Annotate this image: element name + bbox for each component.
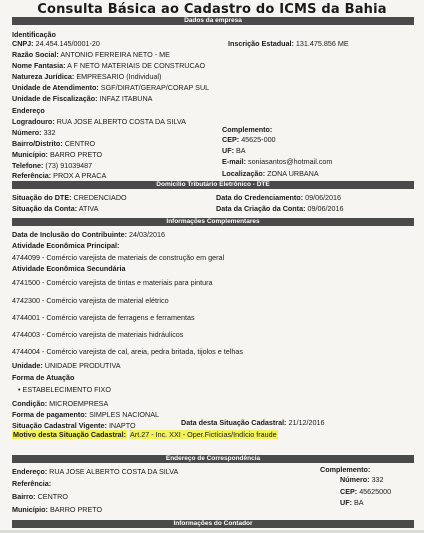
atendimento-row bbox=[12, 83, 209, 92]
fantasia-label: Nome Fantasia: bbox=[12, 61, 66, 70]
uf-row bbox=[222, 146, 246, 155]
condicao-row bbox=[12, 399, 108, 408]
ie-value: 131.475.856 ME bbox=[295, 39, 349, 48]
corr-municipio-label: Município: bbox=[12, 505, 48, 514]
bairro-label: Bairro/Distrito: bbox=[12, 139, 63, 148]
page-title: Consulta Básica ao Cadastro do ICMS da Bahia bbox=[37, 2, 387, 17]
corr-numero-value: 332 bbox=[371, 475, 384, 484]
email-label: E-mail: bbox=[222, 157, 246, 166]
numero-row bbox=[12, 128, 56, 137]
complemento-label: Complemento: bbox=[222, 125, 273, 134]
bairro-row bbox=[12, 139, 95, 148]
dte-conta-row bbox=[12, 204, 98, 213]
motivo-row bbox=[12, 430, 278, 439]
data-situacao-label: Data desta Situação Cadastral: bbox=[181, 418, 287, 427]
data-situacao-row bbox=[181, 418, 324, 427]
identificacao-heading: Identificação bbox=[12, 30, 56, 39]
atividade-secundaria-item: 4744004 - Comércio varejista de cal, areia, pedra britada, tijolos e telhas bbox=[12, 347, 243, 356]
corr-complemento-row bbox=[320, 465, 370, 474]
dte-data-conta-value: 09/06/2016 bbox=[307, 204, 344, 213]
bairro-value: CENTRO bbox=[64, 139, 96, 148]
condicao-label: Condição: bbox=[12, 399, 48, 408]
dte-situacao-value: CREDENCIADO bbox=[73, 193, 127, 202]
fantasia-row bbox=[12, 61, 205, 70]
section-bar-correspondencia: Endereço de Correspondência bbox=[12, 455, 414, 463]
municipio-row bbox=[12, 150, 102, 159]
cnpj-row bbox=[12, 39, 100, 48]
localizacao-label: Localização: bbox=[222, 169, 266, 178]
corr-uf-row bbox=[340, 498, 364, 507]
cep-label: CEP: bbox=[222, 135, 240, 144]
endereco-heading: Endereço bbox=[12, 106, 45, 115]
cep-row bbox=[222, 135, 276, 144]
ie-row bbox=[228, 39, 349, 48]
forma-atuacao-value: ESTABELECIMENTO FIXO bbox=[22, 385, 111, 394]
unidade-value: UNIDADE PRODUTIVA bbox=[44, 361, 121, 370]
municipio-label: Município: bbox=[12, 150, 48, 159]
dte-data-conta-row bbox=[216, 204, 343, 213]
situacao-vigente-value: INAPTO bbox=[108, 421, 136, 430]
localizacao-row bbox=[222, 169, 319, 178]
telefone-row bbox=[12, 161, 92, 170]
natureza-row bbox=[12, 72, 161, 81]
razao-row bbox=[12, 50, 170, 59]
atividade-secundaria-item: 4742300 - Comércio varejista de material elétrico bbox=[12, 296, 169, 305]
atividade-principal-value: 4744099 - Comércio varejista de materiais de construção em geral bbox=[12, 253, 225, 262]
uf-value: BA bbox=[235, 146, 246, 155]
bullet-icon: • bbox=[18, 385, 21, 394]
logradouro-label: Logradouro: bbox=[12, 117, 55, 126]
corr-numero-row bbox=[340, 475, 384, 484]
corr-cep-value: 45625000 bbox=[359, 487, 392, 496]
dte-data-conta-label: Data da Criação da Conta: bbox=[216, 204, 306, 213]
corr-bairro-value: CENTRO bbox=[37, 492, 68, 501]
telefone-label: Telefone: bbox=[12, 161, 44, 170]
pagamento-value: SIMPLES NACIONAL bbox=[89, 410, 159, 419]
corr-uf-value: BA bbox=[353, 498, 364, 507]
forma-atuacao-item bbox=[18, 385, 111, 394]
dte-data-cred-value: 09/06/2016 bbox=[305, 193, 342, 202]
atividade-secundaria-item: 4744003 - Comércio varejista de materiais hidráulicos bbox=[12, 330, 184, 339]
razao-value: ANTONIO FERREIRA NETO - ME bbox=[60, 50, 170, 59]
corr-municipio-row bbox=[12, 505, 102, 514]
dte-situacao-row bbox=[12, 193, 127, 202]
logradouro-value: RUA JOSE ALBERTO COSTA DA SILVA bbox=[56, 117, 186, 126]
natureza-label: Natureza Jurídica: bbox=[12, 72, 75, 81]
razao-label: Razão Social: bbox=[12, 50, 59, 59]
corr-endereco-label: Endereço: bbox=[12, 467, 48, 476]
inclusao-value: 24/03/2016 bbox=[129, 230, 165, 239]
corr-bairro-label: Bairro: bbox=[12, 492, 36, 501]
corr-municipio-value: BARRO PRETO bbox=[49, 505, 103, 514]
unidade-label: Unidade: bbox=[12, 361, 43, 370]
atendimento-label: Unidade de Atendimento: bbox=[12, 83, 99, 92]
atividade-secundaria-item: 4741500 - Comércio varejista de tintas e materiais para pintura bbox=[12, 278, 213, 287]
data-situacao-value: 21/12/2016 bbox=[288, 418, 325, 427]
pagamento-row bbox=[12, 410, 159, 419]
referencia-label: Referência: bbox=[12, 171, 52, 180]
corr-cep-label: CEP: bbox=[340, 487, 358, 496]
dte-data-cred-label: Data do Credenciamento: bbox=[216, 193, 304, 202]
fiscalizacao-value: INFAZ ITABUNA bbox=[99, 94, 153, 103]
atividade-secundaria-label: Atividade Econômica Secundária bbox=[12, 264, 126, 273]
corr-numero-label: Número: bbox=[340, 475, 370, 484]
email-value: soniasantos@hotmail.com bbox=[247, 157, 333, 166]
corr-complemento-label: Complemento: bbox=[320, 465, 371, 474]
fiscalizacao-row bbox=[12, 94, 152, 103]
cep-value: 45625-000 bbox=[241, 135, 276, 144]
municipio-value: BARRO PRETO bbox=[49, 150, 103, 159]
section-bar-contador: Informações do Contador bbox=[12, 520, 414, 528]
dte-data-cred-row bbox=[216, 193, 341, 202]
logradouro-row bbox=[12, 117, 186, 126]
uf-label: UF: bbox=[222, 146, 234, 155]
section-bar-complementares: Informações Complementares bbox=[12, 218, 414, 226]
cnpj-value: 24.454.145/0001-20 bbox=[35, 39, 100, 48]
corr-cep-row bbox=[340, 487, 391, 496]
unidade-row bbox=[12, 361, 121, 370]
inclusao-row bbox=[12, 230, 165, 239]
pagamento-label: Forma de pagamento: bbox=[12, 410, 88, 419]
natureza-value: EMPRESARIO (Individual) bbox=[76, 72, 162, 81]
dte-conta-label: Situação da Conta: bbox=[12, 204, 78, 213]
corr-uf-label: UF: bbox=[340, 498, 352, 507]
cnpj-label: CNPJ: bbox=[12, 39, 34, 48]
corr-referencia-row bbox=[12, 479, 51, 488]
section-bar-dte: Domicílio Tributário Eletrônico - DTE bbox=[12, 181, 414, 189]
condicao-value: MICROEMPRESA bbox=[49, 399, 109, 408]
complemento-row bbox=[222, 125, 272, 134]
fantasia-value: A F NETO MATERIAIS DE CONSTRUCAO bbox=[67, 61, 206, 70]
corr-bairro-row bbox=[12, 492, 68, 501]
corr-endereco-value: RUA JOSE ALBERTO COSTA DA SILVA bbox=[49, 467, 179, 476]
numero-value: 332 bbox=[43, 128, 56, 137]
telefone-value: (73) 91039487 bbox=[45, 161, 93, 170]
situacao-vigente-row bbox=[12, 421, 136, 430]
ie-label: Inscrição Estadual: bbox=[228, 39, 294, 48]
corr-endereco-row bbox=[12, 467, 178, 476]
section-bar-empresa: Dados da empresa bbox=[12, 17, 414, 25]
fiscalizacao-label: Unidade de Fiscalização: bbox=[12, 94, 98, 103]
localizacao-value: ZONA URBANA bbox=[267, 169, 319, 178]
atividade-secundaria-item: 4744001 - Comércio varejista de ferragens e ferramentas bbox=[12, 313, 195, 322]
situacao-vigente-label: Situação Cadastral Vigente: bbox=[12, 421, 107, 430]
motivo-label: Motivo desta Situação Cadastral: bbox=[13, 430, 127, 439]
numero-label: Número: bbox=[12, 128, 42, 137]
motivo-value: Art.27 - Inc. XXI - Oper.Fictícias/Indício fraude bbox=[130, 430, 277, 439]
forma-atuacao-label: Forma de Atuação bbox=[12, 373, 75, 382]
referencia-value: PROX A PRACA bbox=[53, 171, 107, 180]
corr-referencia-label: Referência: bbox=[12, 479, 52, 488]
dte-conta-value: ATIVA bbox=[78, 204, 99, 213]
inclusao-label: Data de Inclusão do Contribuinte: bbox=[12, 230, 128, 239]
email-row bbox=[222, 157, 332, 166]
atividade-principal-label: Atividade Econômica Principal: bbox=[12, 241, 120, 250]
referencia-row bbox=[12, 171, 106, 180]
dte-situacao-label: Situação do DTE: bbox=[12, 193, 72, 202]
atendimento-value: SGF/DIRAT/GERAP/CORAP SUL bbox=[100, 83, 210, 92]
